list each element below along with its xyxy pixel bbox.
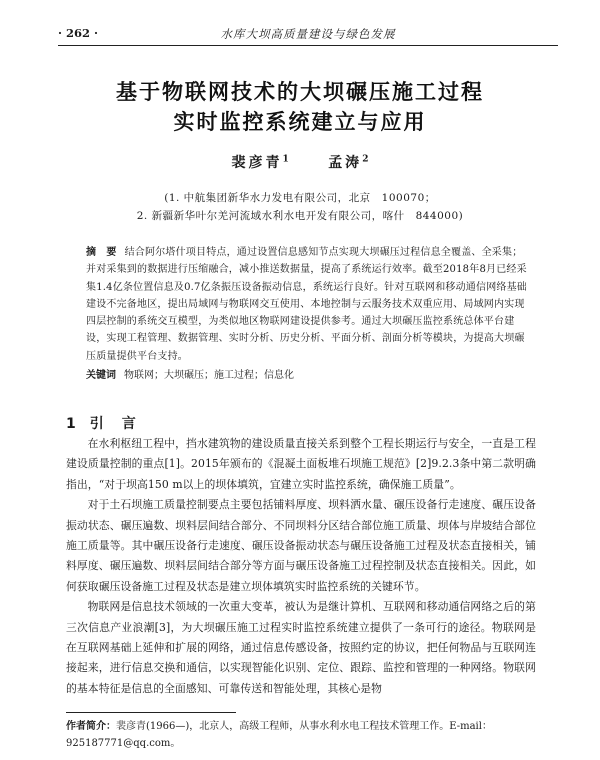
page-number: · 262 ·: [58, 26, 99, 40]
section-heading: [66, 413, 138, 433]
footnote-label: 作者简介：: [66, 721, 116, 732]
journal-title: 水库大坝高质量建设与绿色发展: [220, 27, 396, 41]
author-list: [0, 152, 600, 172]
running-header: [58, 26, 558, 44]
author-name: 裴彦青: [231, 155, 283, 171]
header-rule: [58, 45, 558, 46]
footnote-rule: [66, 712, 236, 713]
abstract: [86, 244, 530, 365]
paper-title-line2: 实时监控系统建立与应用: [173, 110, 427, 134]
keywords: [86, 366, 530, 381]
abstract-text: 结合阿尔塔什项目特点，通过设置信息感知节点实现大坝碾压过程信息全覆盖、全采集；并对采集到的数据进行压缩融合，减小推送数据量，提高了系统运行效率。截至2018年8月已经采集1.4亿条位置信息及0.7亿条振压设备振动信息，系统运行良好。针对互联网和移动通信网络基础建设不完备地区，提出局域网与物联网交互使用、本地控制与云服务技术双重应用、局域网内实现四层控制的系统交互模型，为类似地区物联网建设提供参考。通过大坝碾压监控系统总体平台建设，实现工程管理、数据管理、实时分析、历史分析、平面分析、剖面分析等模块，为提高大坝碾压质量提供平台支持。: [86, 247, 528, 362]
body-text: [66, 434, 536, 699]
affiliation-1: (1. 中航集团新华水力发电有限公司，北京 100070；: [164, 192, 436, 204]
author-affil-mark: 2: [362, 154, 369, 165]
author-name: 孟涛: [328, 155, 363, 171]
affiliation-2: 2. 新疆新华叶尔羌河流域水利水电开发有限公司，喀什 844000): [136, 210, 464, 222]
section-number: 1: [66, 416, 78, 432]
author-footnote: [66, 718, 544, 752]
paragraph: 在水利枢纽工程中，挡水建筑物的建设质量直接关系到整个工程长期运行与安全，一直是工程建设质量控制的重点[1]。2015年颁布的《混凝土面板堆石坝施工规范》[2]9.2.3条中第二款明确指出，“对于坝高150 m以上的坝体填筑，宜建立实时监控系统，确保施工质量”。: [66, 437, 536, 491]
paper-title-line1: 基于物联网技术的大坝碾压施工过程: [116, 80, 484, 104]
paragraph: 对于土石坝施工质量控制要点主要包括铺料厚度、坝料洒水量、碾压设备行走速度、碾压设备振动状态、碾压遍数、坝料层间结合部分、不同坝料分区结合部位施工质量、坝体与岸坡结合部位施工质量等。其中碾压设备行走速度、碾压设备振动状态与碾压设备施工过程及状态直接相关，铺料厚度、碾压遍数、坝料层间结合部分等方面与碾压设备施工过程控制及状态直接相关。因此，如何获取碾压设备施工过程及状态是建立坝体填筑实时监控系统的关键环节。: [66, 498, 536, 593]
keywords-text: 物联网；大坝碾压；施工过程；信息化: [124, 370, 294, 381]
section-title: 引 言: [89, 416, 138, 432]
author-affil-mark: 1: [282, 154, 289, 165]
footnote-text: 裴彦青(1966—)，北京人，高级工程师，从事水利水电工程技术管理工作。E-mail：925187771@qq.com。: [66, 721, 492, 749]
paragraph: 物联网是信息技术领域的一次重大变革，被认为是继计算机、互联网和移动通信网络之后的第三次信息产业浪潮[3]，为大坝碾压施工过程实时监控系统建立提供了一条可行的途径。物联网是在互联网基础上延伸和扩展的网络，通过信息传感设备，按照约定的协议，把任何物品与互联网连接起来，进行信息交换和通信，以实现智能化识别、定位、跟踪、监控和管理的一种网络。物联网的基本特征是信息的全面感知、可靠传送和智能处理，其核心是物: [66, 600, 536, 695]
keywords-label: 关键词: [86, 370, 116, 381]
abstract-label: 摘 要: [86, 247, 117, 258]
